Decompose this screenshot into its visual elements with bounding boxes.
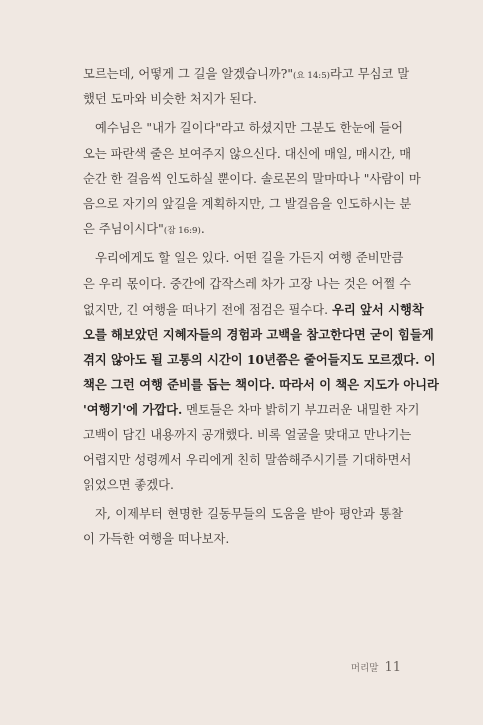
text-run: 음으로 자기의 앞길을 계획하지만, 그 발걸음을 인도하시는 분 xyxy=(83,196,412,211)
text-line xyxy=(83,372,439,397)
body-text xyxy=(83,62,439,553)
text-line xyxy=(83,192,412,217)
text-run: 라고 무심코 말 xyxy=(330,67,410,81)
text-run: 고백이 담긴 내용까지 공개했다. 비록 얼굴을 맞대고 만나기는 xyxy=(83,427,412,442)
text-line xyxy=(83,87,403,112)
text-line xyxy=(83,322,434,347)
text-line xyxy=(83,167,421,192)
text-line xyxy=(83,347,436,372)
text-run: (요 14:5) xyxy=(292,71,331,81)
text-run: 했던 도마와 비슷한 처지가 된다. xyxy=(83,92,257,107)
text-line xyxy=(83,272,412,297)
text-run: 은 주님이시다" xyxy=(83,222,164,237)
text-run: 겪지 않아도 될 고통의 시간이 10년쯤은 줄어들지도 모르겠다. 이 xyxy=(83,352,436,368)
text-run: 없지만, 긴 여행을 떠나기 전에 점검은 필수다. xyxy=(83,302,332,317)
text-run: 오를 해보았던 지혜자들의 경험과 고백을 참고한다면 굳이 힘들게 xyxy=(83,326,434,342)
text-line xyxy=(83,142,412,167)
text-line xyxy=(83,502,403,527)
text-line xyxy=(83,116,403,141)
text-run: '여행기'에 가깝다. xyxy=(83,402,183,418)
page-number: 11 xyxy=(384,660,401,675)
text-line xyxy=(83,448,412,473)
text-run: 멘토들은 차마 밝히기 부끄러운 내밀한 자기 xyxy=(182,403,420,418)
text-run: 읽었으면 좋겠다. xyxy=(83,478,174,492)
text-line xyxy=(83,217,403,242)
text-run: . xyxy=(200,222,205,237)
text-line xyxy=(83,527,403,552)
text-line xyxy=(83,397,420,422)
text-line xyxy=(83,423,412,448)
text-run: 책은 그런 여행 준비를 돕는 책이다. 따라서 이 책은 지도가 아니라 xyxy=(83,377,439,393)
text-run: 오는 파란색 줄은 보여주지 않으신다. 대신에 매일, 매시간, 매 xyxy=(83,146,412,161)
text-run: 우리에게도 할 일은 있다. 어떤 길을 가든지 여행 준비만큼 xyxy=(95,251,404,266)
text-line xyxy=(83,62,410,87)
text-run: 자, 이제부터 현명한 길동무들의 도움을 받아 평안과 통찰 xyxy=(95,507,403,522)
text-run: 모르는데, 어떻게 그 길을 알겠습니까?" xyxy=(83,67,293,81)
text-line xyxy=(83,246,403,271)
running-footer-section: 머리말 xyxy=(350,663,379,674)
text-run: 이 가득한 여행을 떠나보자. xyxy=(83,532,230,547)
text-run: (잠 16:9) xyxy=(163,226,201,237)
page-footer xyxy=(351,660,401,675)
text-run: 은 우리 몫이다. 중간에 갑작스레 차가 고장 나는 것은 어쩔 수 xyxy=(83,276,412,291)
text-run: 순간 한 걸음씩 인도하실 뿐이다. 솔로몬의 말마따나 "사람이 마 xyxy=(83,171,421,186)
text-run: 우리 앞서 시행착 xyxy=(332,301,424,317)
text-line xyxy=(83,473,403,498)
text-run: 예수님은 "내가 길이다"라고 하셨지만 그분도 한눈에 들어 xyxy=(95,121,403,136)
text-run: 어렵지만 성령께서 우리에게 친히 말씀해주시기를 기대하면서 xyxy=(83,452,412,467)
text-line xyxy=(83,297,424,322)
